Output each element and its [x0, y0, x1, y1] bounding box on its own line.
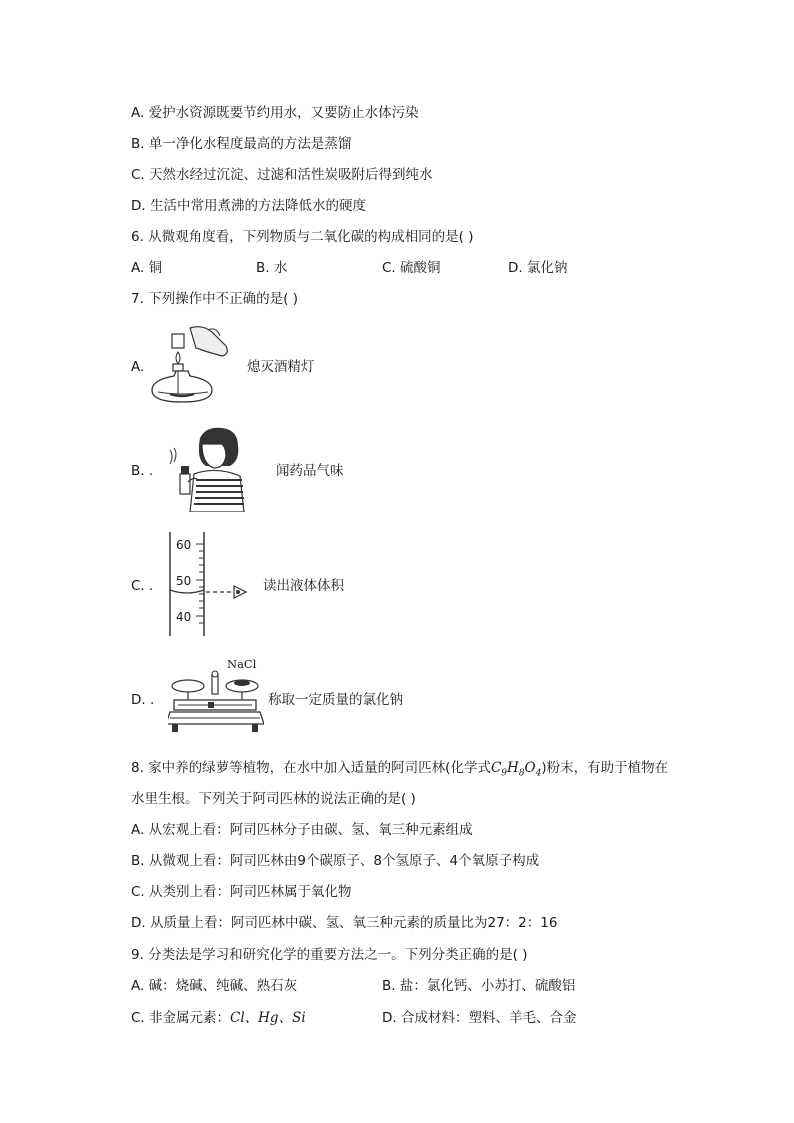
q9-stem: 9. 分类法是学习和研究化学的重要方法之一。下列分类正确的是( ) [131, 947, 528, 963]
q9-option-c [131, 1009, 306, 1027]
q7-option-d-caption: 称取一定质量的氯化钠 [268, 692, 403, 708]
aspirin-formula: $C_9H_8O_4$ [490, 760, 542, 779]
q5-option-d: D. 生活中常用煮沸的方法降低水的硬度 [131, 198, 366, 214]
q6-stem: 6. 从微观角度看，下列物质与二氧化碳的构成相同的是( ) [131, 229, 474, 245]
q7-option-b-label: B. . [131, 463, 154, 479]
q6-option-b: B. 水 [256, 260, 288, 276]
cylinder-tick-50: 50 [176, 574, 192, 588]
q9-option-c-prefix: C. 非金属元素： [131, 1010, 231, 1026]
q8-stem-line1 [131, 759, 668, 783]
q6-option-d: D. 氯化钠 [508, 260, 568, 276]
q8-option-d: D. 从质量上看：阿司匹林中碳、氢、氧三种元素的质量比为27：2：16 [131, 915, 558, 931]
q5-option-c: C. 天然水经过沉淀、过滤和活性炭吸附后得到纯水 [131, 167, 433, 183]
balance-scale-illustration [168, 668, 264, 736]
q9-option-d: D. 合成材料：塑料、羊毛、合金 [382, 1010, 577, 1026]
alcohol-lamp-illustration [150, 322, 230, 408]
q7-option-a-label: A. [131, 359, 145, 375]
q8-option-a: A. 从宏观上看：阿司匹林分子由碳、氢、氧三种元素组成 [131, 822, 473, 838]
cylinder-tick-60: 60 [176, 538, 192, 552]
q5-option-a: A. 爱护水资源既要节约用水，又要防止水体污染 [131, 105, 419, 121]
cylinder-tick-40: 40 [176, 610, 192, 624]
smelling-chemical-illustration [166, 424, 246, 512]
q8-stem-part-b: )粉末，有助于植物在 [541, 760, 669, 776]
q8-stem-part-a: 8. 家中养的绿萝等植物，在水中加入适量的阿司匹林(化学式 [131, 760, 491, 776]
q7-option-a-caption: 熄灭酒精灯 [247, 359, 315, 375]
q7-stem: 7. 下列操作中不正确的是( ) [131, 291, 298, 307]
q6-option-c: C. 硫酸铜 [382, 260, 441, 276]
q9-option-a: A. 碱：烧碱、纯碱、熟石灰 [131, 978, 298, 994]
nacl-tag: NaCl [227, 657, 257, 671]
q7-option-c-label: C. . [131, 578, 154, 594]
q7-option-c-caption: 读出液体体积 [263, 578, 344, 594]
q8-option-c: C. 从类别上看：阿司匹林属于氧化物 [131, 884, 352, 900]
q8-stem-line2: 水里生根。下列关于阿司匹林的说法正确的是( ) [131, 791, 416, 807]
q8-option-b: B. 从微观上看：阿司匹林由9个碳原子、8个氢原子、4个氧原子构成 [131, 853, 540, 869]
q9-option-c-elements: Cl、Hg、Si [230, 1010, 306, 1026]
q7-option-b-caption: 闻药品气味 [276, 463, 344, 479]
q5-option-b: B. 单一净化水程度最高的方法是蒸馏 [131, 136, 352, 152]
q6-option-a: A. 铜 [131, 260, 163, 276]
q7-option-d-label: D. . [131, 692, 155, 708]
q9-option-b: B. 盐：氯化钙、小苏打、硫酸铝 [382, 978, 576, 994]
